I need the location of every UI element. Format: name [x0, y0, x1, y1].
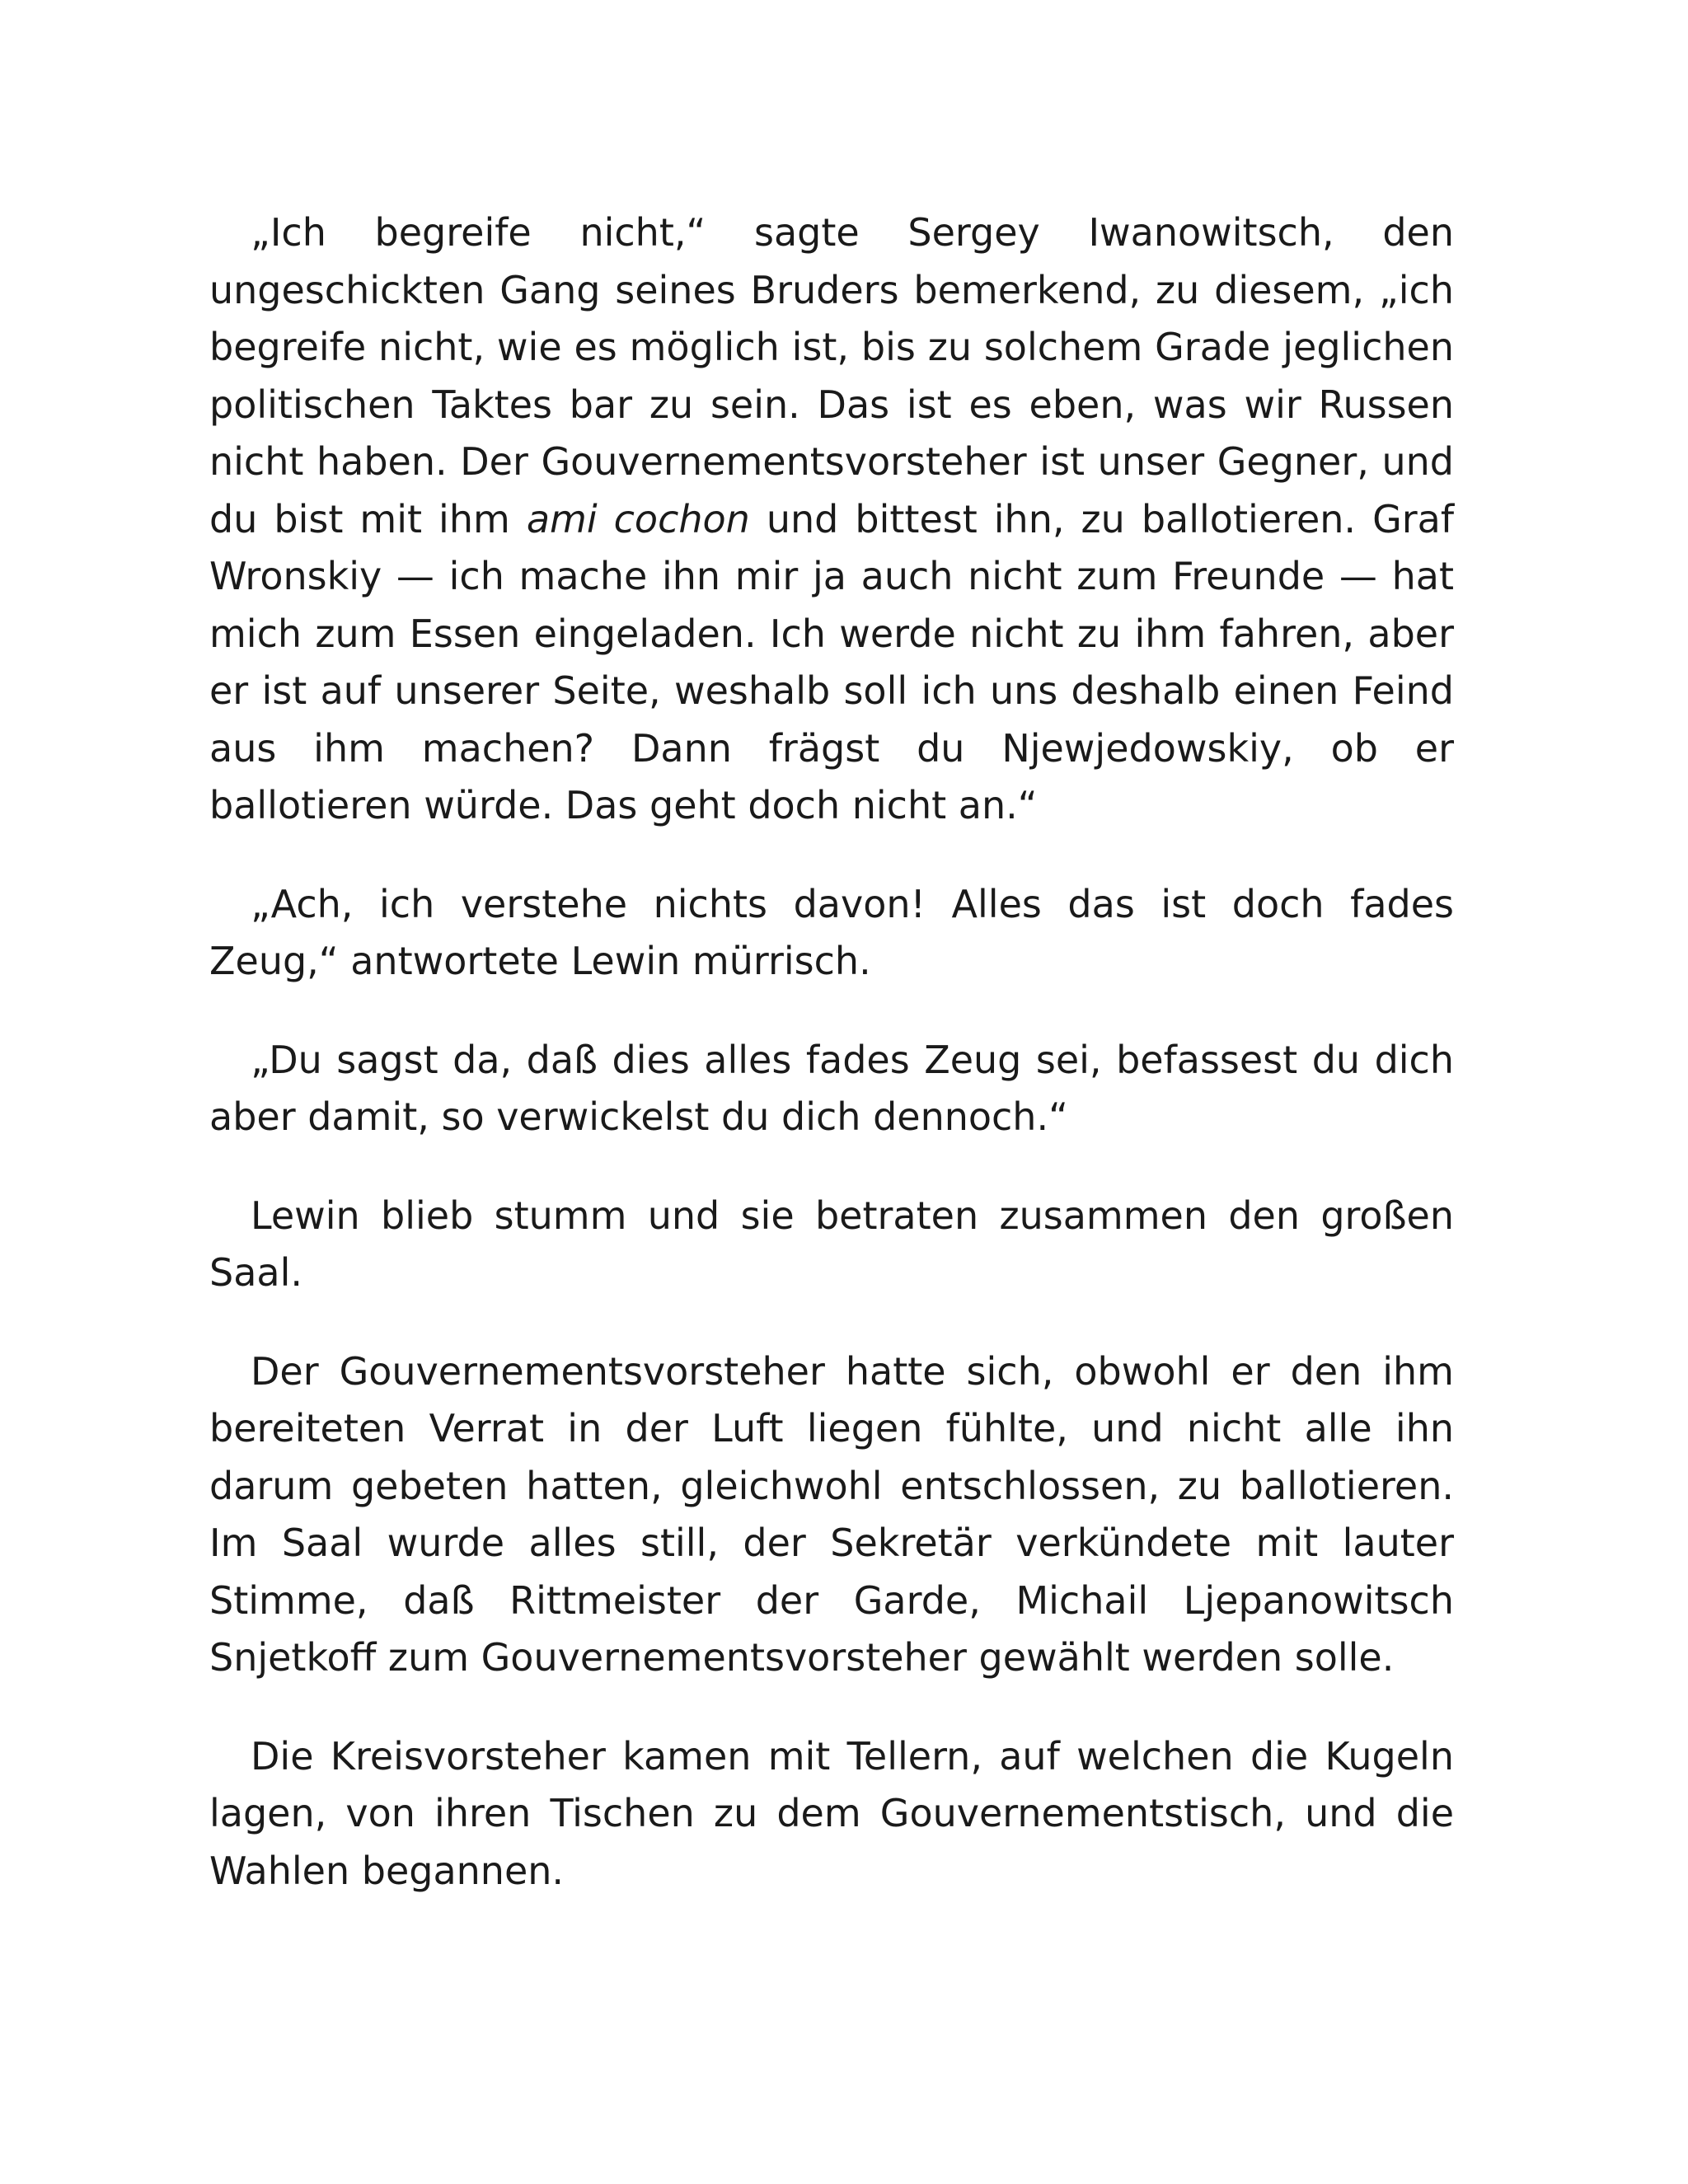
paragraph-2: „Ach, ich verstehe nichts davon! Alles das ist doch fades Zeug,“ antwortete Lewin mürrisch.	[209, 881, 1454, 983]
paragraph-6: Die Kreisvorsteher kamen mit Tellern, auf welchen die Kugeln lagen, von ihren Tischen zu dem Gouvernementstisch, und die Wahlen begannen.	[209, 1733, 1454, 1893]
paragraph-4: Lewin blieb stumm und sie betraten zusammen den großen Saal.	[209, 1193, 1454, 1295]
document-page	[209, 204, 1454, 1941]
paragraph-3: „Du sagst da, daß dies alles fades Zeug sei, befassest du dich aber damit, so verwickelst du dich dennoch.“	[209, 1037, 1454, 1139]
paragraph-1-text-before: „Ich begreife nicht,“ sagte Sergey Iwanowitsch, den ungeschickten Gang seines Bruders bemerkend, zu diesem, „ich begreife nicht, wie es möglich ist, bis zu solchem Grade jeglichen politischen Taktes bar zu sein. Das ist es eben, was wir Russen nicht haben. Der Gouvernementsvorsteher ist unser Gegner, und du bist mit ihm	[209, 210, 1454, 541]
paragraph-1-text-after: und bittest ihn, zu ballotieren. Graf Wronskiy — ich mache ihn mir ja auch nicht zum Freunde — hat mich zum Essen eingeladen. Ich werde nicht zu ihm fahren, aber er ist auf unserer Seite, weshalb soll ich uns deshalb einen Feind aus ihm machen? Dann frägst du Njewjedowskiy, ob er ballotieren würde. Das geht doch nicht an.“	[209, 496, 1455, 827]
paragraph-5: Der Gouvernementsvorsteher hatte sich, obwohl er den ihm bereiteten Verrat in der Luft liegen fühlte, und nicht alle ihn darum gebeten hatten, gleichwohl entschlossen, zu ballotieren. Im Saal wurde alles still, der Sekretär verkündete mit lauter Stimme, daß Rittmeister der Garde, Michail Ljepanowitsch Snjetkoff zum Gouvernementsvorsteher gewählt werden solle.	[209, 1348, 1454, 1680]
paragraph-1-italic-phrase: ami cochon	[526, 496, 750, 541]
paragraph-1	[209, 204, 1454, 835]
